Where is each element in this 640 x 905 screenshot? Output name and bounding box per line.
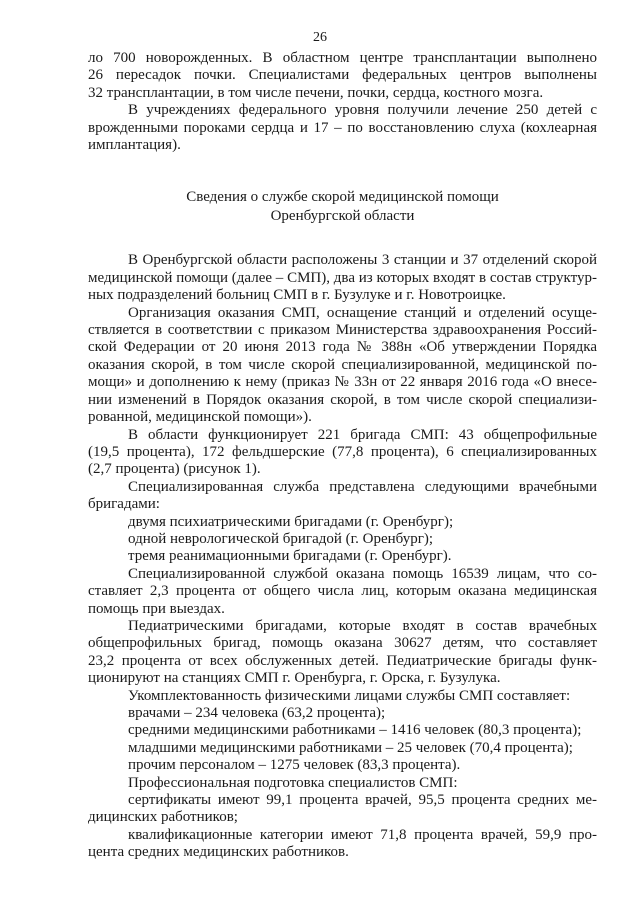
text-line: прочим персоналом – 1275 человек (83,3 процента). [128,757,461,774]
heading-line-2: Оренбургской области [270,208,415,225]
text-line: врачами – 234 человека (63,2 процента); [128,705,386,721]
text-line: медицинской помощи (далее – СМП), два из которых входят в состав структур- [88,269,597,286]
text-line: тремя реанимационными бригадами (г. Оренбург). [128,548,452,565]
text-line: рованной, медицинской помощи»). [88,409,312,426]
page-number: 26 [313,30,327,45]
text-line: ло 700 новорожденных. В областном центре трансплантации выполнено [88,50,597,66]
text-line: квалификационные категории имеют 71,8 процента врачей, 59,9 про- [128,826,597,843]
section-heading [88,188,597,226]
text-line: бригадами: [88,496,160,513]
text-line: 26 пересадок почки. Специалистами федеральных центров выполнены [88,67,597,84]
heading-line-1: Сведения о службе скорой медицинской помощи [186,189,499,206]
text-line: 23,2 процента от всех обслуженных детей. Педиатрические бригады функ- [88,652,597,669]
text-line: В Оренбургской области расположены 3 станции и 37 отделений скорой [128,252,597,269]
text-line: (2,7 процента) (рисунок 1). [88,461,261,478]
text-line: двумя психиатрическими бригадами (г. Оренбург); [128,513,454,530]
text-line: младшими медицинскими работниками – 25 человек (70,4 процента); [128,739,573,756]
text-line: сертификаты имеют 99,1 процента врачей, 95,5 процента средних ме- [128,792,597,809]
text-line: цента средних медицинских работников. [88,844,349,861]
text-line: Педиатрическими бригадами, которые входят в состав врачебных [128,617,597,634]
text-line: мощи» и дополнению к нему (приказ № 33н от 22 января 2016 года «О внесе- [88,374,597,391]
body-paragraphs [88,252,597,861]
page-content [88,50,597,862]
text-line: ской Федерации от 20 июня 2013 года № 388н «Об утверждении Порядка [88,339,597,356]
text-line: Профессиональная подготовка специалистов СМП: [128,774,458,791]
text-line: ционируют на станциях СМП г. Оренбурга, г. Орска, г. Бузулука. [88,670,501,687]
text-line: нии изменений в Порядок оказания скорой, в том числе скорой специализи- [88,391,597,408]
text-line: ставляет 2,3 процента от общего числа лиц, которым оказана медицинская [88,583,597,600]
intro-paragraphs [88,50,597,154]
text-line: В области функционирует 221 бригада СМП: 43 общепрофильные [128,426,597,443]
text-line: ных подразделений больниц СМП в г. Бузулуке и г. Новотроицке. [88,287,506,304]
text-line: ствляется в соответствии с приказом Министерства здравоохранения Россий- [88,322,597,339]
text-line: В учреждениях федерального уровня получили лечение 250 детей с [128,102,597,119]
text-line: Укомплектованность физическими лицами службы СМП составляет: [128,687,571,704]
text-line: имплантация). [88,137,181,154]
text-line: общепрофильных бригад, помощь оказана 30627 детям, что составляет [88,635,597,652]
text-line: Специализированная служба представлена следующими врачебными [128,478,597,495]
text-line: Специализированной службой оказана помощь 16539 лицам, что со- [128,565,597,582]
text-line: дицинских работников; [88,809,238,826]
text-line: оказания скорой, в том числе скорой специализированной, медицинской по- [88,356,597,373]
text-line: 32 трансплантации, в том числе печени, почки, сердца, костного мозга. [88,84,544,101]
text-line: одной неврологической бригадой (г. Оренбург); [128,530,434,547]
text-line: Организация оказания СМП, оснащение станций и отделений осуще- [128,304,597,321]
text-line: врожденными пороками сердца и 17 – по восстановлению слуха (кохлеарная [88,119,597,136]
text-line: средними медицинскими работниками – 1416 человек (80,3 процента); [128,722,582,739]
text-line: (19,5 процента), 172 фельдшерские (77,8 процента), 6 специализированных [88,443,597,460]
text-line: помощь при выездах. [88,600,225,617]
